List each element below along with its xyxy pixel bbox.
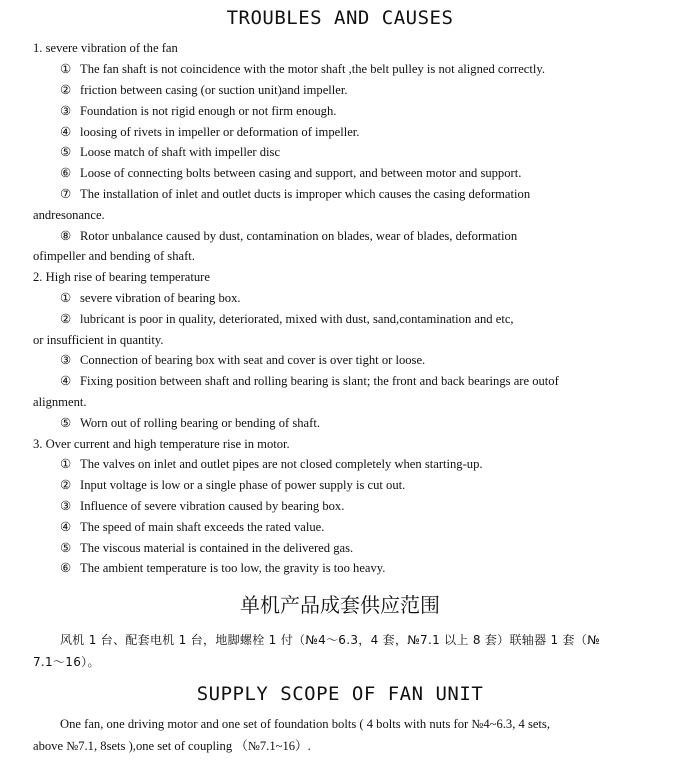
section-1-item-7-continuation: andresonance. — [33, 208, 105, 222]
item-marker: ⑥ — [60, 166, 72, 180]
item-text: Input voltage is low or a single phase of power supply is cut out. — [80, 478, 406, 492]
item-text: Loose match of shaft with impeller disc — [80, 145, 281, 159]
section-2-item-4 — [60, 371, 672, 392]
section-1-item-8-continuation: ofimpeller and bending of shaft. — [33, 249, 195, 263]
section-3-heading: 3. Over current and high temperature rise in motor. — [33, 437, 290, 451]
item-marker: ② — [60, 478, 72, 492]
item-text: friction between casing (or suction unit)and impeller. — [80, 83, 348, 97]
section-1-item-1 — [60, 59, 672, 80]
supply-scope-cn-line-2: 7.1～16）。 — [33, 655, 100, 669]
section-2-heading: 2. High rise of bearing temperature — [33, 270, 210, 284]
item-marker: ⑧ — [60, 229, 72, 243]
section-1-item-7 — [60, 184, 672, 205]
section-1-item-4 — [60, 122, 672, 143]
item-text: The speed of main shaft exceeds the rated value. — [80, 520, 325, 534]
item-marker: ① — [60, 62, 72, 76]
section-2-item-1 — [60, 288, 672, 309]
supply-scope-en-line-1: One fan, one driving motor and one set of foundation bolts ( 4 bolts with nuts for №4~6.3, 4 sets, — [60, 717, 550, 731]
supply-scope-cn-line-1: 风机 1 台、配套电机 1 台，地脚螺栓 1 付（№4～6.3，4 套，№7.1 以上 8 套）联轴器 1 套（№ — [60, 633, 600, 647]
section-2-item-3 — [60, 350, 672, 371]
section-3-item-4 — [60, 517, 672, 538]
supply-scope-en-line-2: above №7.1, 8sets ),one set of coupling （№7.1~16）. — [33, 739, 311, 753]
section-2-item-2-continuation: or insufficient in quantity. — [33, 333, 164, 347]
item-text: The ambient temperature is too low, the gravity is too heavy. — [80, 561, 386, 575]
item-text: Fixing position between shaft and rolling bearing is slant; the front and back bearings are outof — [80, 374, 559, 388]
item-text: loosing of rivets in impeller or deformation of impeller. — [80, 125, 360, 139]
section-1-heading: 1. severe vibration of the fan — [33, 41, 178, 55]
section-1-item-6 — [60, 163, 672, 184]
item-marker: ④ — [60, 125, 72, 139]
section-3-item-1 — [60, 454, 672, 475]
section-3-item-5 — [60, 538, 672, 559]
item-marker: ③ — [60, 499, 72, 513]
item-text: Worn out of rolling bearing or bending of shaft. — [80, 416, 320, 430]
item-marker: ⑥ — [60, 561, 72, 575]
item-text: Rotor unbalance caused by dust, contamination on blades, wear of blades, deformation — [80, 229, 518, 243]
item-marker: ④ — [60, 374, 72, 388]
item-marker: ⑤ — [60, 416, 72, 430]
item-text: The viscous material is contained in the delivered gas. — [80, 541, 354, 555]
troubles-title: TROUBLES AND CAUSES — [226, 7, 454, 29]
section-1-item-2 — [60, 80, 672, 101]
supply-scope-cn-title: 单机产品成套供应范围 — [240, 593, 440, 617]
item-marker: ⑤ — [60, 145, 72, 159]
item-text: Loose of connecting bolts between casing and support, and between motor and support. — [80, 166, 522, 180]
item-text: lubricant is poor in quality, deteriorated, mixed with dust, sand,contamination and etc, — [80, 312, 514, 326]
item-marker: ③ — [60, 353, 72, 367]
item-marker: ⑤ — [60, 541, 72, 555]
supply-scope-en-title: SUPPLY SCOPE OF FAN UNIT — [196, 683, 484, 705]
item-text: Foundation is not rigid enough or not firm enough. — [80, 104, 337, 118]
item-marker: ② — [60, 312, 72, 326]
section-1-item-5 — [60, 142, 672, 163]
item-text: Influence of severe vibration caused by bearing box. — [80, 499, 345, 513]
section-2-item-5 — [60, 413, 672, 434]
item-marker: ② — [60, 83, 72, 97]
item-text: Connection of bearing box with seat and cover is over tight or loose. — [80, 353, 426, 367]
item-text: The valves on inlet and outlet pipes are not closed completely when starting-up. — [80, 457, 483, 471]
section-3-item-6 — [60, 558, 672, 579]
item-marker: ④ — [60, 520, 72, 534]
item-text: The fan shaft is not coincidence with the motor shaft ,the belt pulley is not aligned correctly. — [80, 62, 546, 76]
item-text: severe vibration of bearing box. — [80, 291, 241, 305]
section-1-item-3 — [60, 101, 672, 122]
item-marker: ③ — [60, 104, 72, 118]
item-marker: ⑦ — [60, 187, 72, 201]
section-3-item-2 — [60, 475, 672, 496]
item-marker: ① — [60, 291, 72, 305]
item-marker: ① — [60, 457, 72, 471]
section-1-item-8 — [60, 226, 672, 247]
section-2-item-4-continuation: alignment. — [33, 395, 87, 409]
section-3-item-3 — [60, 496, 672, 517]
section-2-item-2 — [60, 309, 672, 330]
item-text: The installation of inlet and outlet ducts is improper which causes the casing deformation — [80, 187, 531, 201]
